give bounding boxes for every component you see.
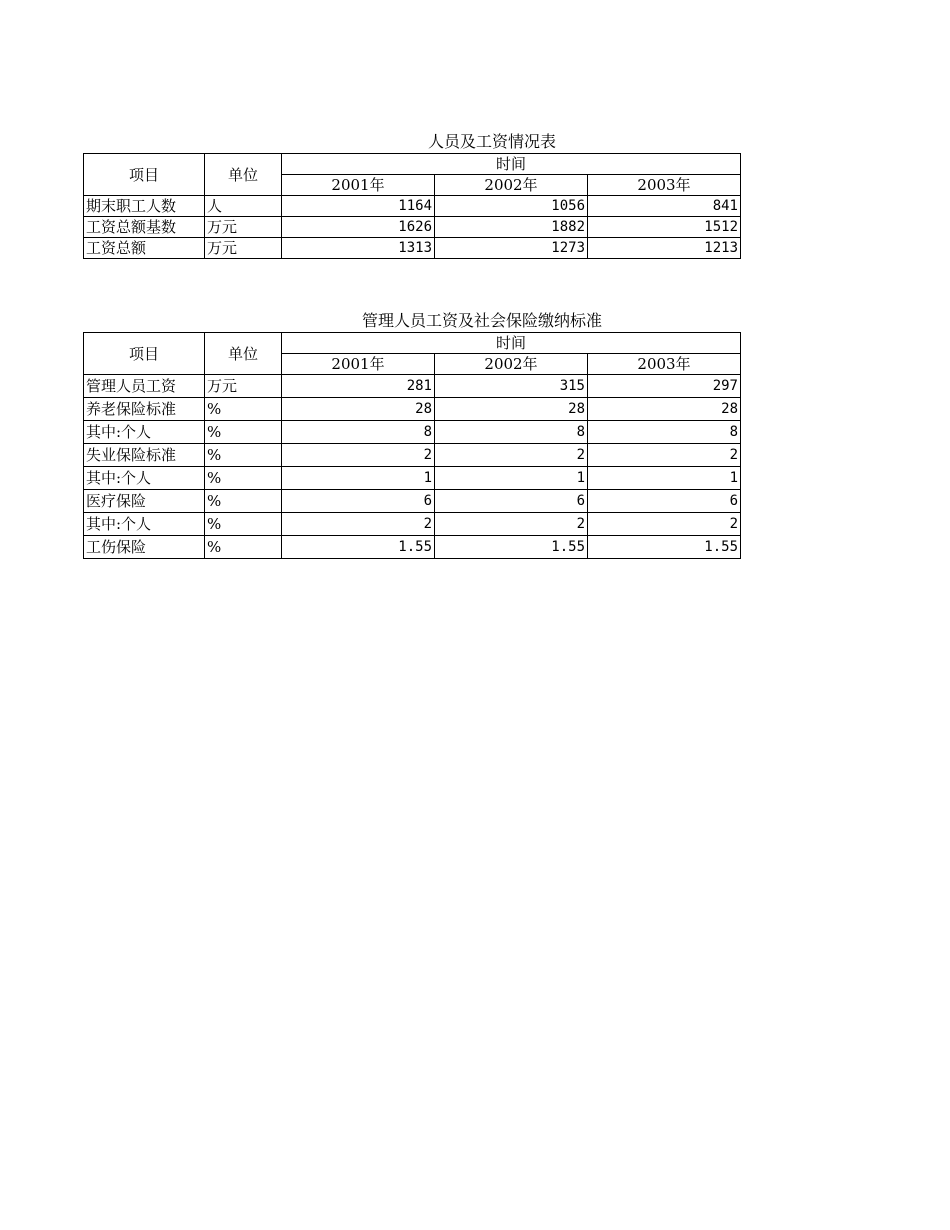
row-value: 2 — [282, 513, 435, 536]
row-item: 期末职工人数 — [84, 196, 205, 217]
table-row — [84, 513, 741, 536]
table-row — [84, 490, 741, 513]
row-value: 2 — [435, 513, 588, 536]
row-value: 1313 — [282, 238, 435, 259]
row-item: 工资总额 — [84, 238, 205, 259]
table-row — [84, 217, 741, 238]
row-unit: % — [205, 513, 282, 536]
header-item: 项目 — [84, 154, 205, 196]
row-value: 1882 — [435, 217, 588, 238]
table-row — [84, 196, 741, 217]
table-row — [84, 467, 741, 490]
row-value: 8 — [588, 421, 741, 444]
row-unit: % — [205, 467, 282, 490]
row-item: 失业保险标准 — [84, 444, 205, 467]
row-value: 1 — [282, 467, 435, 490]
row-value: 1626 — [282, 217, 435, 238]
row-value: 8 — [435, 421, 588, 444]
row-value: 6 — [282, 490, 435, 513]
row-item: 养老保险标准 — [84, 398, 205, 421]
row-unit: 人 — [205, 196, 282, 217]
header-time: 时间 — [282, 154, 741, 175]
row-value: 841 — [588, 196, 741, 217]
insurance-standard-table — [83, 332, 741, 559]
row-value: 1512 — [588, 217, 741, 238]
row-unit: % — [205, 490, 282, 513]
row-unit: % — [205, 444, 282, 467]
row-value: 1 — [588, 467, 741, 490]
row-value: 6 — [435, 490, 588, 513]
row-value: 1.55 — [435, 536, 588, 559]
row-value: 8 — [282, 421, 435, 444]
row-value: 1.55 — [282, 536, 435, 559]
row-item: 管理人员工资 — [84, 375, 205, 398]
row-value: 1164 — [282, 196, 435, 217]
header-year: 2002年 — [435, 354, 588, 375]
row-value: 1.55 — [588, 536, 741, 559]
header-year: 2002年 — [435, 175, 588, 196]
table-row — [84, 398, 741, 421]
header-year: 2003年 — [588, 354, 741, 375]
row-unit: % — [205, 536, 282, 559]
table2-title: 管理人员工资及社会保险缴纳标准 — [362, 311, 603, 330]
row-item: 工伤保险 — [84, 536, 205, 559]
row-item: 其中:个人 — [84, 421, 205, 444]
row-value: 1213 — [588, 238, 741, 259]
row-value: 297 — [588, 375, 741, 398]
row-value: 1273 — [435, 238, 588, 259]
row-value: 1056 — [435, 196, 588, 217]
row-unit: 万元 — [205, 217, 282, 238]
row-value: 2 — [588, 444, 741, 467]
row-value: 28 — [435, 398, 588, 421]
row-value: 28 — [588, 398, 741, 421]
row-value: 1 — [435, 467, 588, 490]
row-value: 2 — [435, 444, 588, 467]
row-item: 其中:个人 — [84, 467, 205, 490]
table-row — [84, 238, 741, 259]
row-unit: % — [205, 398, 282, 421]
table-row — [84, 444, 741, 467]
row-unit: 万元 — [205, 238, 282, 259]
header-unit: 单位 — [205, 333, 282, 375]
header-year: 2001年 — [282, 175, 435, 196]
table-row — [84, 421, 741, 444]
row-item: 其中:个人 — [84, 513, 205, 536]
table1-title: 人员及工资情况表 — [428, 132, 557, 151]
row-item: 医疗保险 — [84, 490, 205, 513]
header-item: 项目 — [84, 333, 205, 375]
row-value: 2 — [282, 444, 435, 467]
row-value: 6 — [588, 490, 741, 513]
staff-salary-table — [83, 153, 741, 259]
row-unit: 万元 — [205, 375, 282, 398]
table-row — [84, 536, 741, 559]
header-year: 2003年 — [588, 175, 741, 196]
header-year: 2001年 — [282, 354, 435, 375]
row-item: 工资总额基数 — [84, 217, 205, 238]
row-value: 315 — [435, 375, 588, 398]
header-unit: 单位 — [205, 154, 282, 196]
table-row — [84, 375, 741, 398]
row-value: 2 — [588, 513, 741, 536]
header-time: 时间 — [282, 333, 741, 354]
row-unit: % — [205, 421, 282, 444]
row-value: 281 — [282, 375, 435, 398]
row-value: 28 — [282, 398, 435, 421]
